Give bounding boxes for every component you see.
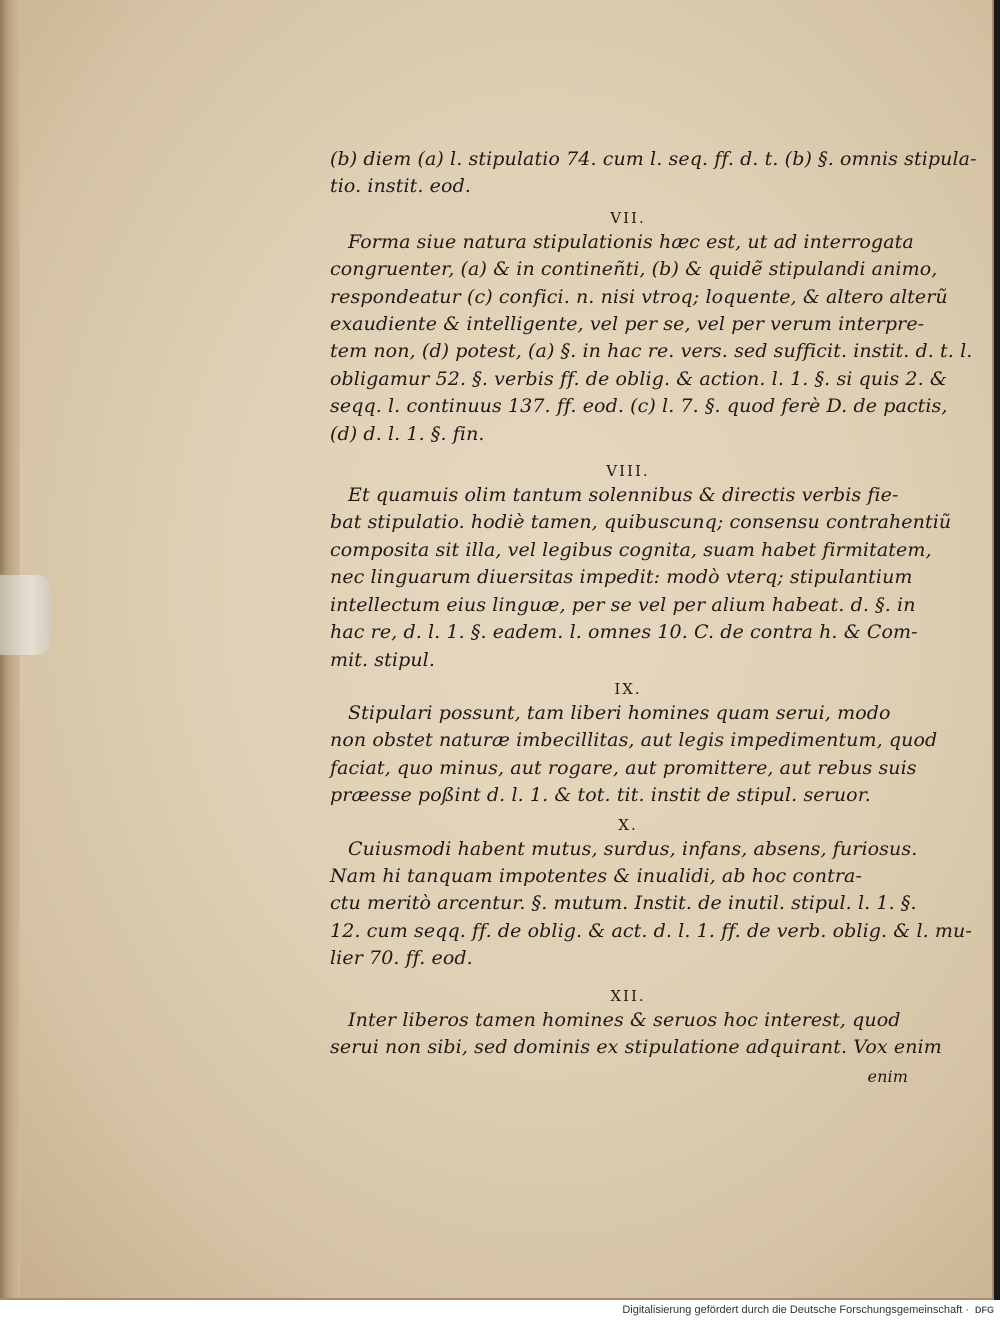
text-line: intellectum eius linguæ, per se vel per alium habeat. d. §. in (330, 593, 916, 616)
text-line: Et quamuis olim tantum solennibus & directis verbis fie- (348, 484, 899, 507)
text-line: nec linguarum diuersitas impedit: modò vterq; stipulantium (330, 566, 913, 589)
text-line: lier 70. ff. eod. (330, 947, 473, 970)
text-line: bat stipulatio. hodiè tamen, quibuscunq; consensu contrahentiũ (330, 511, 952, 534)
text-line: Cuiusmodi habent mutus, surdus, infans, absens, furiosus. (348, 837, 918, 860)
page-clip (0, 575, 52, 655)
text-line: tem non, (d) potest, (a) §. in hac re. vers. sed sufficit. instit. d. t. l. (330, 340, 973, 363)
section-heading: IX. (614, 679, 642, 698)
text-line: (d) d. l. 1. §. fin. (330, 422, 485, 445)
text-line: tio. instit. eod. (330, 175, 471, 198)
text-line: non obstet naturæ imbecillitas, aut legis impedimentum, quod (330, 729, 938, 752)
text-line: 12. cum seqq. ff. de oblig. & act. d. l. 1. ff. de verb. oblig. & l. mu- (330, 919, 972, 942)
text-line: exaudiente & intelligente, vel per se, vel per verum interpre- (330, 313, 925, 336)
text-line: respondeatur (c) confici. n. nisi vtroq; loquente, & altero alterũ (330, 285, 948, 308)
funding-notice: Digitalisierung gefördert durch die Deutsche Forschungsgemeinschaft · (622, 1304, 969, 1317)
section-heading: VIII. (606, 462, 650, 481)
text-line: faciat, quo minus, aut rogare, aut promittere, aut rebus suis (330, 756, 917, 779)
text-line: (b) diem (a) l. stipulatio 74. cum l. seq. ff. d. t. (b) §. omnis stipula- (330, 148, 977, 170)
text-line: præesse poßint d. l. 1. & tot. tit. instit de stipul. seruor. (330, 784, 871, 807)
text-line: ctu meritò arcentur. §. mutum. Instit. de inutil. stipul. l. 1. §. (330, 892, 917, 915)
section-heading: X. (618, 815, 638, 834)
text-line: seqq. l. continuus 137. ff. eod. (c) l. 7. §. quod ferè D. de pactis, (330, 395, 948, 418)
text-line: Nam hi tanquam impotentes & inualidi, ab hoc contra- (330, 864, 862, 887)
text-line: composita sit illa, vel legibus cognita, suam habet firmitatem, (330, 538, 932, 561)
text-line: obligamur 52. §. verbis ff. de oblig. & action. l. 1. §. si quis 2. & (330, 367, 947, 390)
catchword: enim (867, 1067, 908, 1087)
text-line: serui non sibi, sed dominis ex stipulatione adquirant. Vox enim (330, 1035, 942, 1058)
section-heading: XII. (610, 986, 646, 1005)
section-heading: VII. (610, 208, 646, 227)
text-line: Inter liberos tamen homines & seruos hoc interest, quod (348, 1008, 901, 1031)
page-text-block (330, 146, 977, 1091)
text-line: mit. stipul. (330, 648, 435, 671)
dfg-logo: DFG (975, 1305, 994, 1315)
text-line: Forma siue natura stipulationis hæc est, ut ad interrogata (348, 230, 914, 253)
text-line: hac re, d. l. 1. §. eadem. l. omnes 10. C. de contra h. & Com- (330, 621, 918, 644)
text-line: Stipulari possunt, tam liberi homines quam serui, modo (348, 701, 891, 724)
text-line: congruenter, (a) & in contineñti, (b) & quidẽ stipulandi animo, (330, 258, 938, 281)
footer-bar (0, 1300, 1000, 1321)
